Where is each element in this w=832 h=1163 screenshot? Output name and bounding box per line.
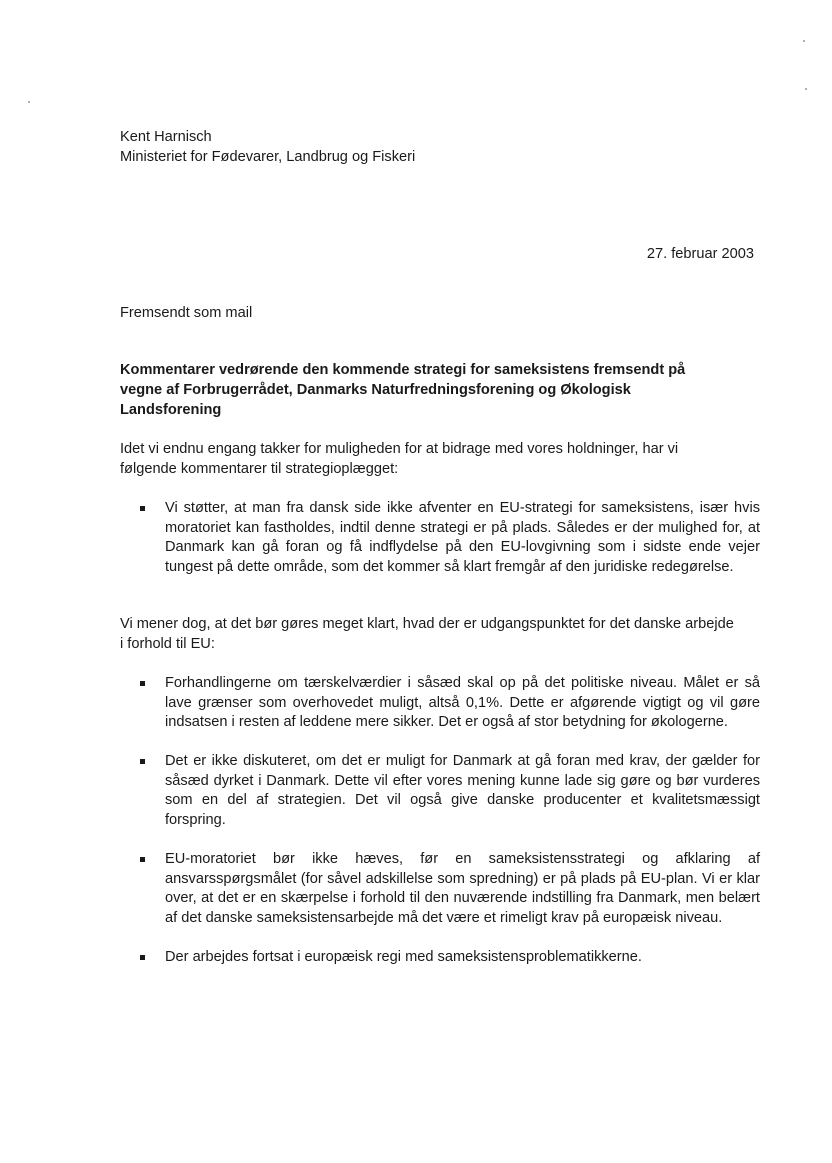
- recipient-block: [120, 128, 415, 167]
- bullet-icon: [140, 506, 145, 511]
- list-item: [140, 674, 760, 733]
- intro-paragraph: Idet vi endnu engang takker for muligheden for at bidrage med vores holdninger, har vi følgende kommentarer til strategioplægget:: [120, 441, 679, 477]
- sent-via-note: Fremsendt som mail: [120, 305, 253, 321]
- bullet-list-a: [140, 499, 760, 577]
- bullet-list-b: [140, 674, 760, 987]
- bullet-icon: [140, 857, 145, 862]
- recipient-organization: Ministeriet for Fødevarer, Landbrug og Fiskeri: [120, 148, 416, 165]
- scan-speck: [803, 40, 805, 42]
- scan-speck: [805, 88, 807, 90]
- list-item: [140, 499, 760, 577]
- list-item: [140, 752, 760, 830]
- list-item: [140, 850, 760, 928]
- list-item: [140, 948, 760, 968]
- scan-speck: [28, 101, 30, 103]
- list-item-text: Det er ikke diskuteret, om det er muligt for Danmark at gå foran med krav, der gælder for såsæd dyrket i Danmark. Dette vil efter vores mening kunne lade sig gøre og bør vurderes som en del af strategien. Det vil også give danske producenter et kvalitetsmæssigt forspring.: [165, 753, 760, 828]
- paragraph-2: Vi mener dog, at det bør gøres meget klart, hvad der er udgangspunktet for det danske arbejde i forhold til EU:: [120, 616, 734, 652]
- list-item-text: Forhandlingerne om tærskelværdier i såsæd skal op på det politiske niveau. Målet er så lave grænser som overhovedet muligt, altså 0,1%. Dette er afgørende vigtigt og vil gøre indsatsen i resten af leddene mere sikker. Det er også af stor betydning for økologerne.: [165, 675, 760, 731]
- letter-date: 27. februar 2003: [646, 246, 754, 262]
- recipient-name: Kent Harnisch: [120, 129, 212, 145]
- bullet-icon: [140, 759, 145, 764]
- bullet-icon: [140, 955, 145, 960]
- subject-heading: Kommentarer vedrørende den kommende strategi for sameksistens fremsendt på vegne af Forbrugerrådet, Danmarks Naturfredningsforening og Økologisk Landsforening: [120, 362, 686, 418]
- list-item-text: EU-moratoriet bør ikke hæves, før en sameksistensstrategi og afklaring af ansvarsspørgsmålet (for såvel adskillelse som spredning) er på plads på EU-plan. Vi er klar over, at det er en skærpelse i forhold til den nuværende indstilling fra Danmark, men belært af det danske sameksistensarbejde må det være et rimeligt krav på europæisk niveau.: [165, 850, 760, 926]
- list-item-text: Der arbejdes fortsat i europæisk regi med sameksistensproblematikkerne.: [165, 948, 642, 965]
- list-item-text: Vi støtter, at man fra dansk side ikke afventer en EU-strategi for sameksistens, især hvis moratoriet kan fastholdes, indtil denne strategi er på plads. Således er der mulighed for, at Danmark kan gå foran og få indflydelse på den EU-lovgivning som i sidste ende vejer tungest på dette område, som det kommer så klart fremgår af den juridiske redegørelse.: [165, 500, 760, 575]
- bullet-icon: [140, 681, 145, 686]
